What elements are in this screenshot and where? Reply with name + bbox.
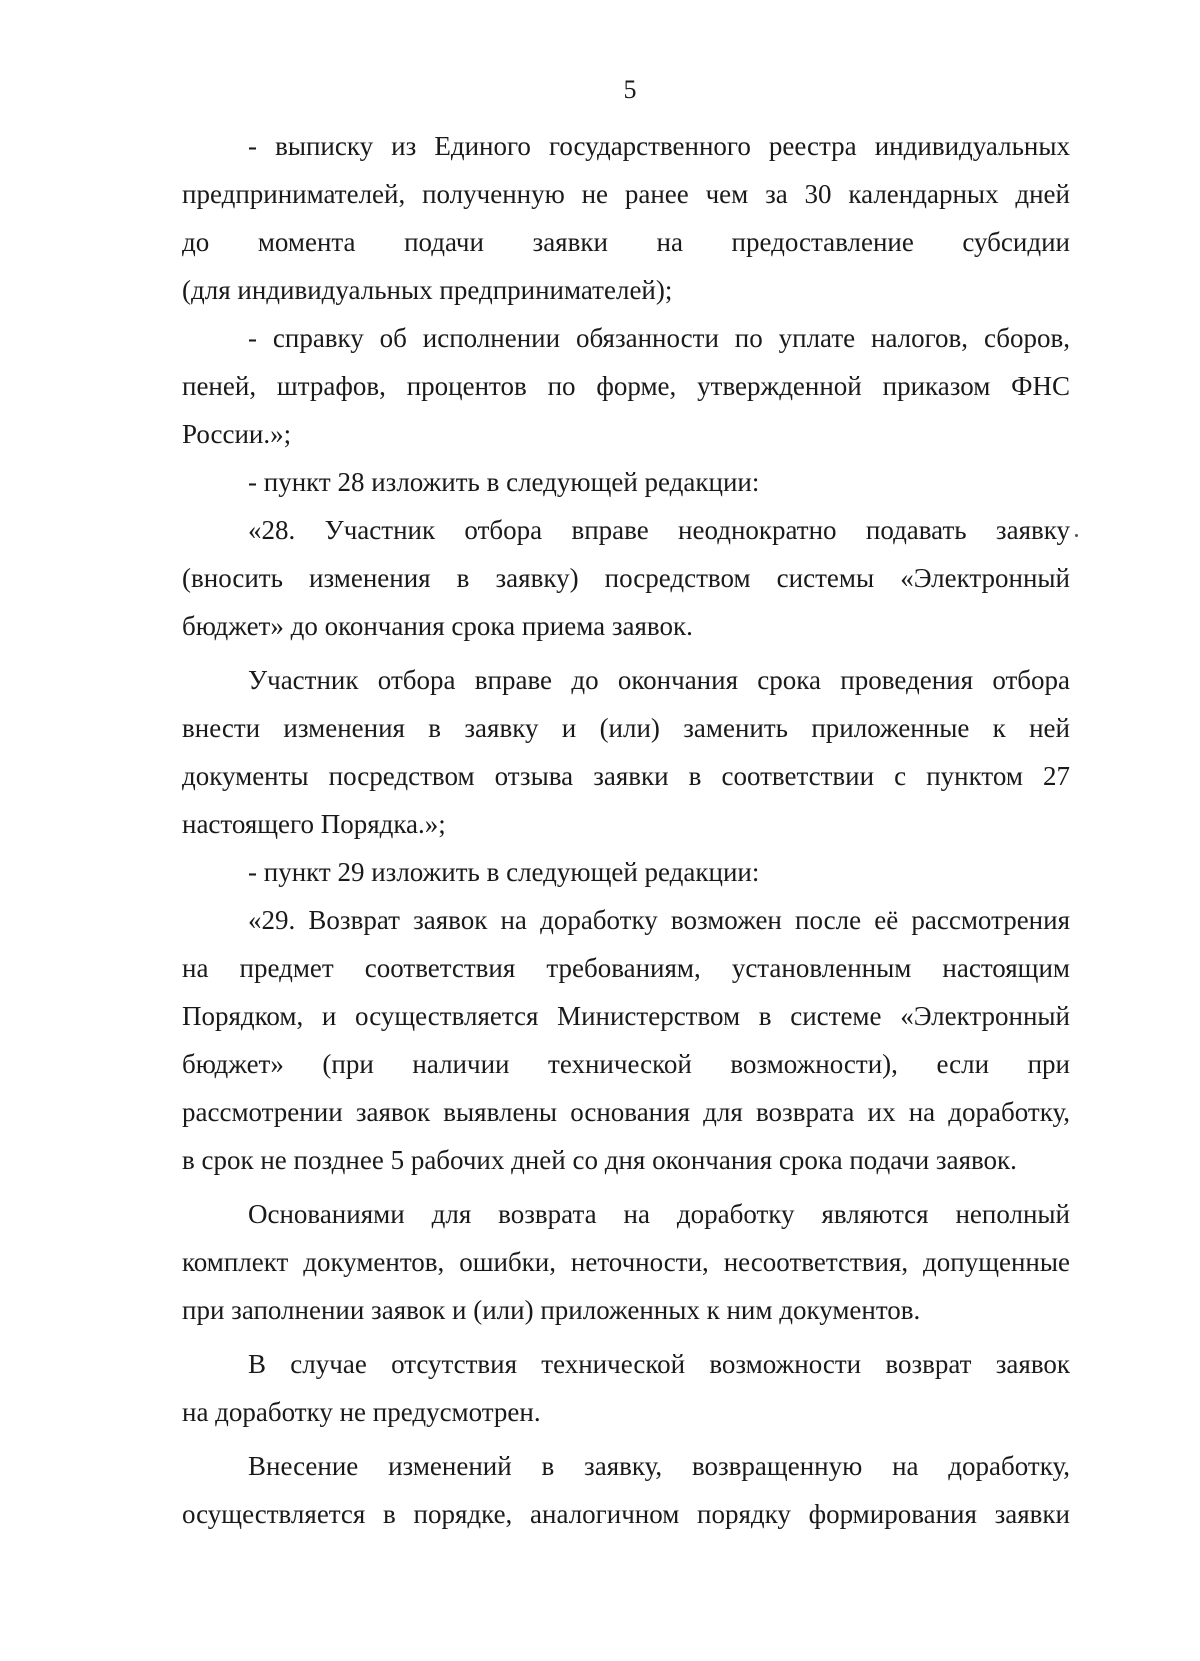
paragraph-item-28-heading — [182, 458, 1070, 506]
text-line: России.»; — [182, 419, 292, 449]
document-body — [182, 122, 1070, 1538]
text-line: до момента подачи заявки на предоставление субсидии — [182, 227, 1070, 257]
paragraph-return-grounds — [182, 1190, 1070, 1334]
page-number: 5 — [623, 75, 637, 104]
text-line: - пункт 29 изложить в следующей редакции: — [248, 857, 760, 887]
text-line: на предмет соответствия требованиям, установленным настоящим — [182, 953, 1070, 983]
text-line: рассмотрении заявок выявлены основания для возврата их на доработку, — [182, 1097, 1070, 1127]
text-line: (для индивидуальных предпринимателей); — [182, 275, 673, 305]
paragraph-amendments — [182, 1442, 1070, 1538]
text-line: Внесение изменений в заявку, возвращенную на доработку, — [248, 1451, 1070, 1481]
text-line: комплект документов, ошибки, неточности, несоответствия, допущенные — [182, 1247, 1070, 1277]
text-line: бюджет» (при наличии технической возможности), если при — [182, 1049, 1070, 1079]
text-line: (вносить изменения в заявку) посредством системы «Электронный — [182, 563, 1070, 593]
paragraph-extract-egrip — [182, 122, 1070, 314]
text-line: документы посредством отзыва заявки в соответствии с пунктом 27 — [182, 761, 1070, 791]
text-line: Основаниями для возврата на доработку являются неполный — [248, 1199, 1070, 1229]
text-line: «28. Участник отбора вправе неоднократно подавать заявку — [248, 515, 1070, 545]
text-line: предпринимателей, полученную не ранее чем за 30 календарных дней — [182, 179, 1070, 209]
text-line: на доработку не предусмотрен. — [182, 1397, 541, 1427]
text-line: осуществляется в порядке, аналогичном порядку формирования заявки — [182, 1499, 1070, 1529]
paragraph-tax-certificate — [182, 314, 1070, 458]
paragraph-item-28-changes — [182, 656, 1070, 848]
text-line: Участник отбора вправе до окончания срока проведения отбора — [248, 665, 1070, 695]
text-line: - пункт 28 изложить в следующей редакции: — [248, 467, 760, 497]
paragraph-item-29-heading — [182, 848, 1070, 896]
text-line: настоящего Порядка.»; — [182, 809, 446, 839]
text-line: - выписку из Единого государственного реестра индивидуальных — [248, 131, 1070, 161]
paragraph-item-29 — [182, 896, 1070, 1184]
text-line: бюджет» до окончания срока приема заявок. — [182, 611, 693, 641]
text-line: Порядком, и осуществляется Министерством в системе «Электронный — [182, 1001, 1070, 1031]
text-line: В случае отсутствия технической возможности возврат заявок — [248, 1349, 1070, 1379]
paragraph-item-28 — [182, 506, 1070, 650]
text-line: в срок не позднее 5 рабочих дней со дня окончания срока подачи заявок. — [182, 1145, 1017, 1175]
scan-speck — [1075, 534, 1078, 537]
text-line: «29. Возврат заявок на доработку возможен после её рассмотрения — [248, 905, 1070, 935]
paragraph-no-technical-possibility — [182, 1340, 1070, 1436]
text-line: внести изменения в заявку и (или) заменить приложенные к ней — [182, 713, 1070, 743]
text-line: - справку об исполнении обязанности по уплате налогов, сборов, — [248, 323, 1070, 353]
text-line: при заполнении заявок и (или) приложенных к ним документов. — [182, 1295, 921, 1325]
text-line: пеней, штрафов, процентов по форме, утвержденной приказом ФНС — [182, 371, 1070, 401]
